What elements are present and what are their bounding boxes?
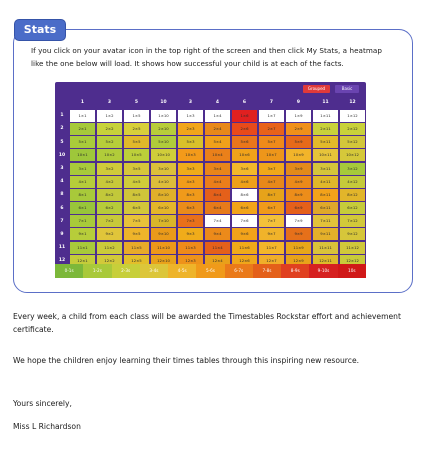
legend-segment: 7-8s <box>253 264 281 278</box>
heatmap-cell[interactable]: 6×1 <box>70 202 96 214</box>
heatmap-cell[interactable]: 9×3 <box>178 228 204 240</box>
heatmap-cell[interactable]: 12×4 <box>205 255 231 267</box>
heatmap-column-header: 9 <box>296 100 301 105</box>
heatmap-cell[interactable]: 8×12 <box>340 189 366 201</box>
heatmap-cell[interactable]: 2×5 <box>124 123 150 135</box>
heatmap-cell[interactable]: 12×7 <box>259 255 285 267</box>
heatmap-cell[interactable]: 1×6 <box>232 110 258 122</box>
legend-segment: 6-7s <box>225 264 253 278</box>
heatmap-cell[interactable]: 7×5 <box>124 215 150 227</box>
heatmap-row <box>55 149 366 162</box>
heatmap-column-header: 6 <box>242 100 247 105</box>
heatmap-cell[interactable]: 4×3 <box>178 176 204 188</box>
heatmap-cell[interactable]: 2×2 <box>97 123 123 135</box>
heatmap-cell[interactable]: 3×11 <box>313 163 339 175</box>
legend-segment: 4-5s <box>168 264 196 278</box>
legend-segment: 2-3s <box>112 264 140 278</box>
heatmap-cell[interactable]: 10×12 <box>340 149 366 161</box>
heatmap-cell[interactable]: 5×2 <box>97 136 123 148</box>
heatmap-row-header: 12 <box>58 258 66 264</box>
heatmap-cell[interactable]: 7×1 <box>70 215 96 227</box>
heatmap-column-header: 12 <box>349 100 356 105</box>
heatmap-cell[interactable]: 8×6 <box>232 189 258 201</box>
heatmap-cell[interactable]: 5×3 <box>178 136 204 148</box>
heatmap-row-header: 9 <box>60 231 64 237</box>
heatmap-toolbar <box>55 82 366 96</box>
heatmap-cell[interactable]: 8×9 <box>286 189 312 201</box>
heatmap-cell[interactable]: 5×11 <box>313 136 339 148</box>
heatmap-row-header: 11 <box>58 245 66 251</box>
legend-segment: 0-1s <box>55 264 83 278</box>
basic-toggle[interactable]: Basic <box>335 85 359 93</box>
stats-tab: Stats <box>14 19 66 41</box>
heatmap-cell[interactable]: 9×11 <box>313 228 339 240</box>
heatmap-cell[interactable]: 6×2 <box>97 202 123 214</box>
heatmap-column-header: 1 <box>80 100 85 105</box>
heatmap-cell[interactable]: 7×12 <box>340 215 366 227</box>
intro-text: If you click on your avatar icon in the top right of the screen and then click My Stats, a heatmap like the one below will load. It shows how successful your child is at each of the facts. <box>31 46 382 68</box>
heatmap-cell[interactable]: 10×6 <box>232 149 258 161</box>
heatmap-cell[interactable]: 2×4 <box>205 123 231 135</box>
heatmap-cell[interactable]: 2×6 <box>232 123 258 135</box>
legend-segment: 5-6s <box>196 264 224 278</box>
closing-text: Yours sincerely, <box>13 399 72 408</box>
heatmap-cell[interactable]: 1×4 <box>205 110 231 122</box>
heatmap-header-row <box>55 96 366 109</box>
heatmap-cell[interactable]: 4×2 <box>97 176 123 188</box>
heatmap-cell[interactable]: 7×11 <box>313 215 339 227</box>
signature-text: Miss L Richardson <box>13 422 81 431</box>
heatmap-cell[interactable]: 12×12 <box>340 255 366 267</box>
legend-segment: 10s <box>338 264 366 278</box>
heatmap-cell[interactable]: 5×12 <box>340 136 366 148</box>
grouped-toggle[interactable]: Grouped <box>303 85 330 93</box>
heatmap-cell[interactable]: 9×2 <box>97 228 123 240</box>
heatmap-cell[interactable]: 1×2 <box>97 110 123 122</box>
heatmap-row-header: 8 <box>60 192 64 198</box>
heatmap-cell[interactable]: 4×5 <box>124 176 150 188</box>
heatmap-column-header: 7 <box>269 100 274 105</box>
heatmap-cell[interactable]: 9×4 <box>205 228 231 240</box>
heatmap-cell[interactable]: 11×4 <box>205 242 231 254</box>
heatmap-cell[interactable]: 10×5 <box>124 149 150 161</box>
heatmap-cell[interactable]: 4×12 <box>340 176 366 188</box>
heatmap-cell[interactable]: 8×4 <box>205 189 231 201</box>
heatmap-cell[interactable]: 3×3 <box>178 163 204 175</box>
heatmap-cell[interactable]: 6×5 <box>124 202 150 214</box>
heatmap-cell[interactable]: 8×1 <box>70 189 96 201</box>
heatmap-row-header: 7 <box>60 218 64 224</box>
heatmap-cell[interactable]: 2×11 <box>313 123 339 135</box>
heatmap-legend <box>55 264 366 278</box>
heatmap-corner <box>55 96 69 109</box>
heatmap-cell[interactable]: 6×11 <box>313 202 339 214</box>
heatmap-cell[interactable]: 6×6 <box>232 202 258 214</box>
heatmap-screenshot <box>55 82 366 278</box>
heatmap-cell[interactable]: 5×7 <box>259 136 285 148</box>
heatmap-cell[interactable]: 4×9 <box>286 176 312 188</box>
heatmap-cell[interactable]: 3×6 <box>232 163 258 175</box>
heatmap-cell[interactable]: 9×10 <box>151 228 177 240</box>
heatmap-cell[interactable]: 11×6 <box>232 242 258 254</box>
heatmap-row <box>55 109 366 122</box>
heatmap-cell[interactable]: 11×5 <box>124 242 150 254</box>
heatmap-cell[interactable]: 9×7 <box>259 228 285 240</box>
legend-segment: 9-10s <box>309 264 337 278</box>
heatmap-cell[interactable]: 10×9 <box>286 149 312 161</box>
heatmap-column-header: 3 <box>188 100 193 105</box>
heatmap-cell[interactable]: 10×3 <box>178 149 204 161</box>
heatmap-cell[interactable]: 11×9 <box>286 242 312 254</box>
heatmap-cell[interactable]: 4×10 <box>151 176 177 188</box>
heatmap-cell[interactable]: 7×4 <box>205 215 231 227</box>
heatmap-row-header: 5 <box>60 139 64 145</box>
heatmap-cell[interactable]: 5×1 <box>70 136 96 148</box>
heatmap-cell[interactable]: 12×10 <box>151 255 177 267</box>
heatmap-row-header: 4 <box>60 179 64 185</box>
heatmap-cell[interactable]: 10×10 <box>151 149 177 161</box>
heatmap-row-header: 6 <box>60 205 64 211</box>
heatmap-cell[interactable]: 2×1 <box>70 123 96 135</box>
heatmap-cell[interactable]: 4×6 <box>232 176 258 188</box>
heatmap-cell[interactable]: 1×7 <box>259 110 285 122</box>
heatmap-cell[interactable]: 4×7 <box>259 176 285 188</box>
heatmap-cell[interactable]: 1×5 <box>124 110 150 122</box>
heatmap-row <box>55 175 366 188</box>
heatmap-cell[interactable]: 1×10 <box>151 110 177 122</box>
heatmap-cell[interactable]: 8×3 <box>178 189 204 201</box>
heatmap-cell[interactable]: 7×6 <box>232 215 258 227</box>
heatmap-cell[interactable]: 7×10 <box>151 215 177 227</box>
heatmap-row <box>55 188 366 201</box>
heatmap-cell[interactable]: 3×4 <box>205 163 231 175</box>
heatmap-cell[interactable]: 2×10 <box>151 123 177 135</box>
heatmap-cell[interactable]: 5×6 <box>232 136 258 148</box>
heatmap-cell[interactable]: 9×12 <box>340 228 366 240</box>
heatmap-cell[interactable]: 6×4 <box>205 202 231 214</box>
heatmap-cell[interactable]: 12×1 <box>70 255 96 267</box>
heatmap-cell[interactable]: 12×6 <box>232 255 258 267</box>
heatmap-cell[interactable]: 10×4 <box>205 149 231 161</box>
heatmap-cell[interactable]: 5×10 <box>151 136 177 148</box>
heatmap-cell[interactable]: 3×12 <box>340 163 366 175</box>
heatmap-cell[interactable]: 10×2 <box>97 149 123 161</box>
heatmap-column-header: 5 <box>134 100 139 105</box>
heatmap-cell[interactable]: 4×1 <box>70 176 96 188</box>
heatmap-cell[interactable]: 6×9 <box>286 202 312 214</box>
heatmap-cell[interactable]: 12×11 <box>313 255 339 267</box>
heatmap-cell[interactable]: 8×5 <box>124 189 150 201</box>
heatmap-cell[interactable]: 5×4 <box>205 136 231 148</box>
heatmap-cell[interactable]: 5×9 <box>286 136 312 148</box>
heatmap-cell[interactable]: 2×7 <box>259 123 285 135</box>
heatmap-cell[interactable]: 12×5 <box>124 255 150 267</box>
heatmap-cell[interactable]: 10×7 <box>259 149 285 161</box>
heatmap-cell[interactable]: 2×9 <box>286 123 312 135</box>
heatmap-row-header: 1 <box>60 113 64 119</box>
heatmap-cell[interactable]: 8×10 <box>151 189 177 201</box>
heatmap-cell[interactable]: 9×5 <box>124 228 150 240</box>
heatmap-cell[interactable]: 6×10 <box>151 202 177 214</box>
heatmap-cell[interactable]: 12×2 <box>97 255 123 267</box>
legend-segment: 1-2s <box>83 264 111 278</box>
heatmap-column-header: 10 <box>160 100 167 105</box>
heatmap-cell[interactable]: 9×9 <box>286 228 312 240</box>
heatmap-row-header: 10 <box>58 152 66 158</box>
heatmap-cell[interactable]: 8×2 <box>97 189 123 201</box>
heatmap-row <box>55 136 366 149</box>
heatmap-cell[interactable]: 1×3 <box>178 110 204 122</box>
legend-segment: 3-4s <box>140 264 168 278</box>
heatmap-cell[interactable]: 2×3 <box>178 123 204 135</box>
heatmap-cell[interactable]: 6×12 <box>340 202 366 214</box>
heatmap-cell[interactable]: 11×11 <box>313 242 339 254</box>
heatmap-grid <box>55 96 366 267</box>
heatmap-cell[interactable]: 1×11 <box>313 110 339 122</box>
heatmap-cell[interactable]: 7×2 <box>97 215 123 227</box>
heatmap-row-header: 3 <box>60 165 64 171</box>
heatmap-cell[interactable]: 3×5 <box>124 163 150 175</box>
heatmap-cell[interactable]: 11×1 <box>70 242 96 254</box>
heatmap-cell[interactable]: 11×12 <box>340 242 366 254</box>
heatmap-row <box>55 241 366 254</box>
heatmap-cell[interactable]: 12×3 <box>178 255 204 267</box>
heatmap-cell[interactable]: 1×9 <box>286 110 312 122</box>
heatmap-cell[interactable]: 11×10 <box>151 242 177 254</box>
heatmap-cell[interactable]: 4×11 <box>313 176 339 188</box>
heatmap-cell[interactable]: 10×1 <box>70 149 96 161</box>
hope-paragraph: We hope the children enjoy learning their times tables through this inspiring new resource. <box>13 356 360 365</box>
heatmap-cell[interactable]: 11×3 <box>178 242 204 254</box>
heatmap-cell[interactable]: 9×6 <box>232 228 258 240</box>
heatmap-cell[interactable]: 9×1 <box>70 228 96 240</box>
heatmap-cell[interactable]: 2×12 <box>340 123 366 135</box>
heatmap-cell[interactable]: 6×7 <box>259 202 285 214</box>
heatmap-cell[interactable]: 7×7 <box>259 215 285 227</box>
heatmap-cell[interactable]: 3×10 <box>151 163 177 175</box>
heatmap-cell[interactable]: 1×1 <box>70 110 96 122</box>
heatmap-row <box>55 122 366 135</box>
heatmap-column-header: 4 <box>215 100 220 105</box>
heatmap-column-header: 11 <box>322 100 329 105</box>
heatmap-row <box>55 228 366 241</box>
heatmap-cell[interactable]: 11×2 <box>97 242 123 254</box>
heatmap-cell[interactable]: 5×5 <box>124 136 150 148</box>
heatmap-cell[interactable]: 7×3 <box>178 215 204 227</box>
heatmap-cell[interactable]: 10×11 <box>313 149 339 161</box>
heatmap-cell[interactable]: 1×12 <box>340 110 366 122</box>
heatmap-row <box>55 215 366 228</box>
certificate-paragraph: Every week, a child from each class will be awarded the Timestables Rockstar effort and achievement certificate. <box>13 312 401 334</box>
heatmap-row <box>55 162 366 175</box>
heatmap-cell[interactable]: 6×3 <box>178 202 204 214</box>
heatmap-cell[interactable]: 8×11 <box>313 189 339 201</box>
heatmap-cell[interactable]: 4×4 <box>205 176 231 188</box>
heatmap-row <box>55 202 366 215</box>
heatmap-cell[interactable]: 3×2 <box>97 163 123 175</box>
heatmap-cell[interactable]: 3×9 <box>286 163 312 175</box>
heatmap-cell[interactable]: 11×7 <box>259 242 285 254</box>
heatmap-row-header: 2 <box>60 126 64 132</box>
legend-segment: 8-9s <box>281 264 309 278</box>
heatmap-cell[interactable]: 7×9 <box>286 215 312 227</box>
heatmap-column-header: 3 <box>107 100 112 105</box>
heatmap-cell[interactable]: 8×7 <box>259 189 285 201</box>
heatmap-cell[interactable]: 3×7 <box>259 163 285 175</box>
heatmap-cell[interactable]: 3×1 <box>70 163 96 175</box>
heatmap-cell[interactable]: 12×9 <box>286 255 312 267</box>
